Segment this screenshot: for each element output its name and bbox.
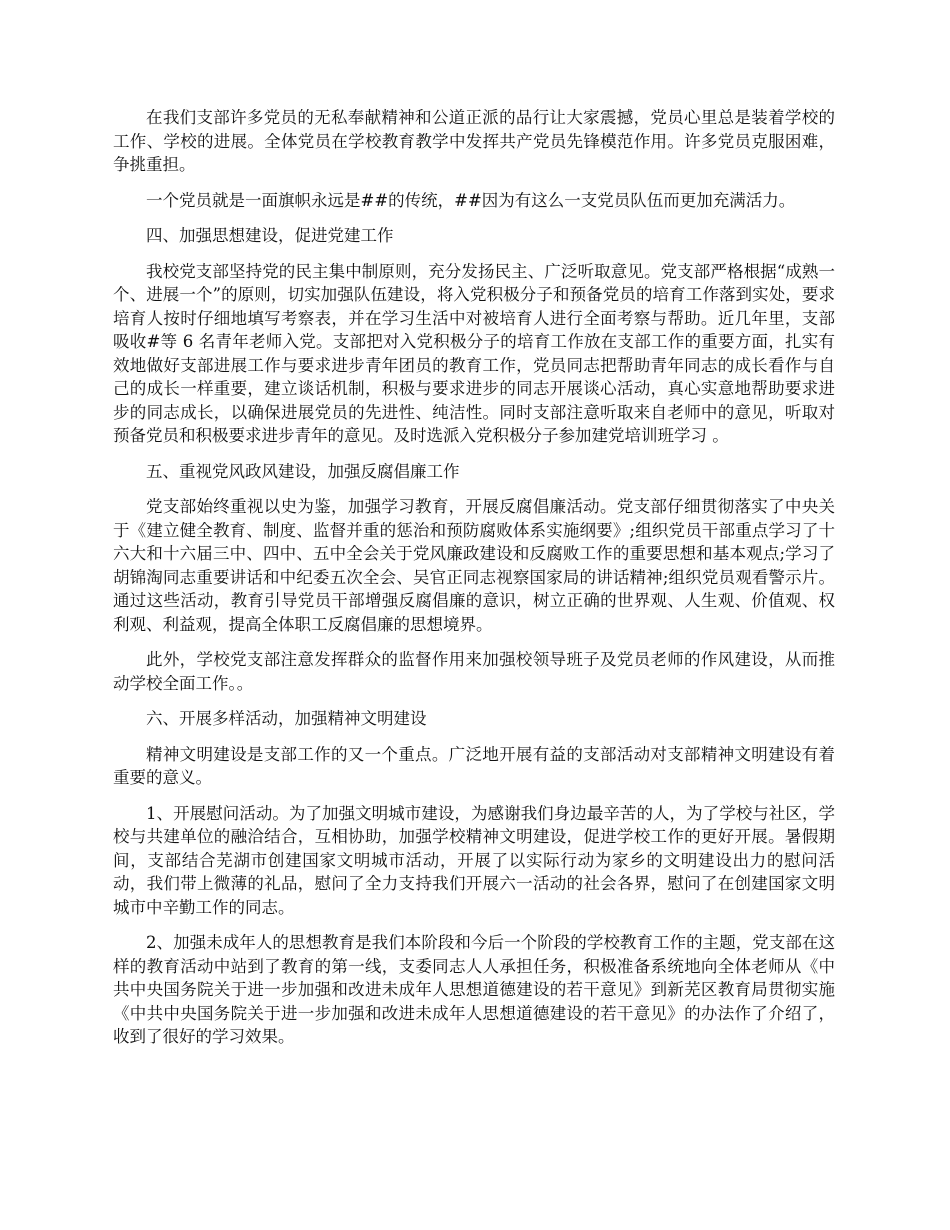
section-heading-5: 五、重视党风政风建设，加强反腐倡廉工作 [146, 461, 460, 481]
paragraph-minors-education: 2、加强未成年人的思想教育是我们本阶段和今后一个阶段的学校教育工作的主题，党支部在这样的教育活动中站到了教育的第一线，支委同志人人承担任务，积极准备系统地向全体老师从《中共中央国务院关于进一步加强和改进未成年人思想道德建设的若干意见》到新芜区教育局贯彻实施《中共中央国务院关于进一步加强和改进未成年人思想道德建设的若干意见》的办法作了介绍了，收到了很好的学习效果。 [113, 933, 835, 1046]
paragraph-mass-supervision: 此外，学校党支部注意发挥群众的监督作用来加强校领导班子及党员老师的作风建设，从而推动学校全面工作。。 [113, 650, 835, 693]
document-body [113, 106, 835, 1061]
section-heading-6: 六、开展多样活动，加强精神文明建设 [146, 709, 427, 728]
paragraph-condolence-activities: 1、开展慰问活动。为了加强文明城市建设，为感谢我们身边最辛苦的人，为了学校与社区，学校与共建单位的融洽结合，互相协助，加强学校精神文明建设，促进学校工作的更好开展。暑假期间，支部结合芜湖市创建国家文明城市活动，开展了以实际行动为家乡的文明建设出力的慰问活动，我们带上微薄的礼品，慰问了全力支持我们开展六一活动的社会各界，慰问了在创建国家文明城市中辛勤工作的同志。 [113, 803, 835, 917]
paragraph-party-members-dedication: 在我们支部许多党员的无私奉献精神和公道正派的品行让大家震撼，党员心里总是装着学校的工作、学校的进展。全体党员在学校教育教学中发挥共产党员先锋模范作用。许多党员克服困难，争挑重担。 [113, 108, 835, 174]
paragraph-spiritual-civilization: 精神文明建设是支部工作的又一个重点。广泛地开展有益的支部活动对支部精神文明建设有着重要的意义。 [113, 744, 835, 787]
paragraph-anti-corruption: 党支部始终重视以史为鉴，加强学习教育，开展反腐倡廉活动。党支部仔细贯彻落实了中央关于《建立健全教育、制度、监督并重的惩治和预防腐败体系实施纲要》;组织党员干部重点学习了十六大和十六届三中、四中、五中全会关于党风廉政建设和反腐败工作的重要思想和基本观点;学习了胡锦淘同志重要讲话和中纪委五次全会、吴官正同志视察国家局的讲话精神;组织党员观看警示片。通过这些活动，教育引导党员干部增强反腐倡廉的意识，树立正确的世界观、人生观、价值观、权利观、利益观，提高全体职工反腐倡廉的思想境界。 [113, 497, 835, 634]
section-heading-4: 四、加强思想建设，促进党建工作 [146, 226, 394, 245]
paragraph-party-flag: 一个党员就是一面旗帜永远是##的传统，##因为有这么一支党员队伍而更加充满活力。 [146, 190, 796, 210]
paragraph-democratic-centralism: 我校党支部坚持党的民主集中制原则，充分发扬民主、广泛听取意见。党支部严格根据“成熟一个、进展一个”的原则，切实加强队伍建设，将入党积极分子和预备党员的培育工作落到实处，要求培育人按时仔细地填写考察表，并在学习生活中对被培育人进行全面考察与帮助。近几年里，支部吸收#等 6 名青年老师入党。支部把对入党积极分子的培育工作放在支部工作的重要方面，扎实有效地做好支部进展工作与要求进步青年团员的教育工作，党员同志把帮助青年同志的成长看作与自己的成长一样重要，建立谈话机制，积极与要求进步的同志开展谈心活动，真心实意地帮助要求进步的同志成长，以确保进展党员的先进性、纯洁性。同时支部注意听取来自老师中的意见，听取对预备党员和积极要求进步青年的意见。及时选派入党积极分子参加建党培训班学习 。 [113, 261, 835, 445]
